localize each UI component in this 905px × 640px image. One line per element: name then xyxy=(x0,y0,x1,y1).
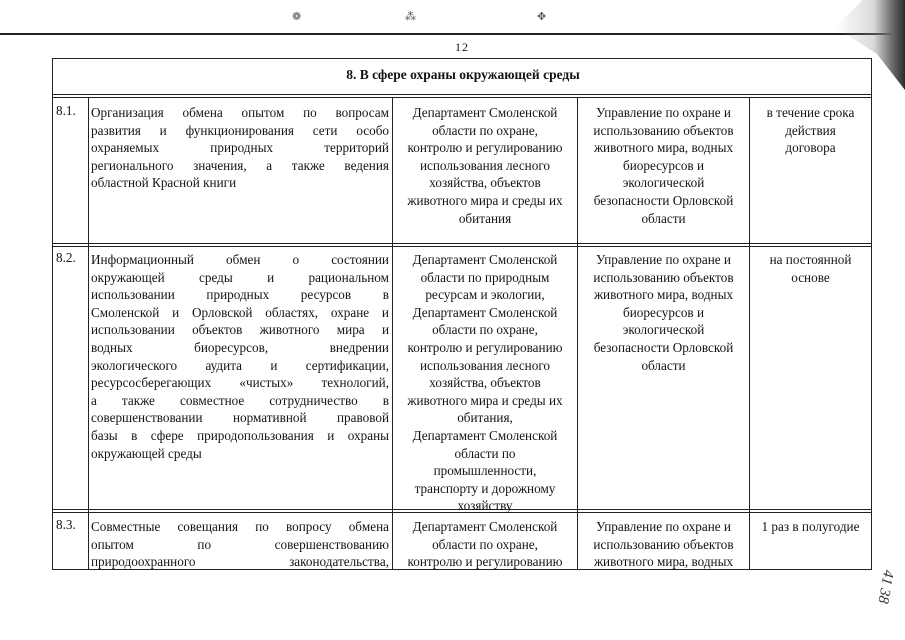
term-cell: на постоянной основе xyxy=(769,252,852,285)
smolensk-executor-cell: Департамент Смоленской области по охране, контролю и регулированию xyxy=(407,519,563,570)
scan-artifact: ✥ xyxy=(537,11,547,23)
smolensk-executor-cell: Департамент Смоленской области по природным ресурсам и экологии, Департамент Смоленской области по охране, контролю и регулированию использования лесного хозяйства, объектов животного мира и среды их обитания, Департамент Смоленской области по промышленности, транспорту и дорожному хозяйству xyxy=(407,252,563,514)
term-cell: 1 раз в полугодие xyxy=(761,519,860,534)
term-cell: в течение срока действия договора xyxy=(766,105,855,156)
column-divider xyxy=(88,97,89,569)
top-rule xyxy=(0,33,893,35)
row-number: 8.1. xyxy=(56,103,76,118)
scan-artifact: ⁂ xyxy=(405,11,416,23)
smolensk-executor-cell: Департамент Смоленской области по охране, контролю и регулированию использования лесного хозяйства, объектов животного мира и среды их обитания xyxy=(407,105,563,226)
scan-artifact: ❁ xyxy=(292,11,302,23)
activity-cell: Организация обмена опытом по вопросам развития и функционирования сети особо охраняемых природных территорий регионального значения, а также ведения областной Красной книги xyxy=(91,105,389,191)
activity-cell: Информационный обмен о состоянии окружающей среды и рациональном использовании природных ресурсов в Смоленской и Орловской областях, охране и использовании объектов животного мира и водных биоресурсов, внедрении экологического аудита и сертификации, ресурсосберегающих «чистых» технологий, а также совместное сотрудничество в совершенствовании нормативной правовой базы в сфере природопользования и охраны окружающей среды xyxy=(91,252,389,461)
section-title: 8. В сфере охраны окружающей среды xyxy=(346,67,580,82)
row-number: 8.3. xyxy=(56,517,76,532)
activity-cell: Совместные совещания по вопросу обмена опытом по совершенствованию природоохранного законодательства, xyxy=(91,519,389,570)
column-divider xyxy=(749,97,750,569)
orel-executor-cell: Управление по охране и использованию объектов животного мира, водных биоресурсов и экологической безопасности Орловской области xyxy=(593,105,734,226)
row-divider xyxy=(53,94,871,95)
handwritten-mark: 41 38 xyxy=(874,568,897,605)
cooperation-table xyxy=(52,58,872,570)
page-number: 12 xyxy=(455,40,469,54)
orel-executor-cell: Управление по охране и использованию объектов животного мира, водных xyxy=(593,519,734,570)
row-number: 8.2. xyxy=(56,250,76,265)
orel-executor-cell: Управление по охране и использованию объектов животного мира, водных биоресурсов и экологической безопасности Орловской области xyxy=(593,252,734,373)
